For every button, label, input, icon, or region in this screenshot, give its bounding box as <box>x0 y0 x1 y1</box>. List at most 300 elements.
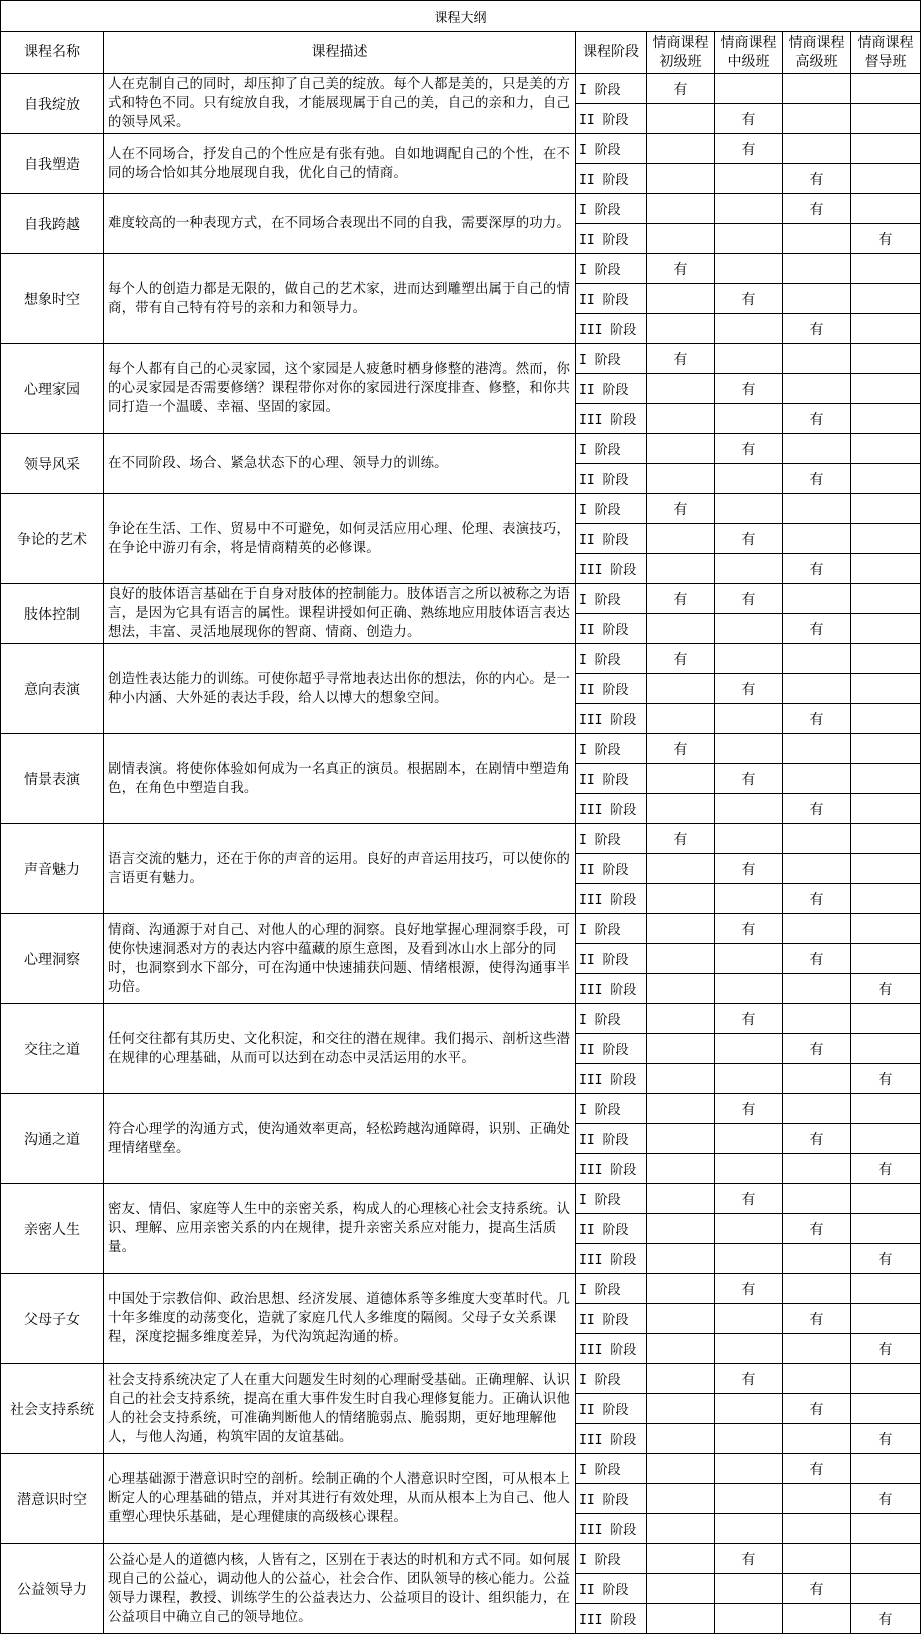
level-mark-cell[interactable] <box>715 1454 783 1484</box>
course-name-cell[interactable]: 公益领导力 <box>1 1544 104 1634</box>
level-mark-cell[interactable]: 有 <box>851 1424 921 1454</box>
level-mark-cell[interactable] <box>783 344 851 374</box>
level-mark-cell[interactable]: 有 <box>783 1574 851 1604</box>
course-desc-cell[interactable]: 争论在生活、工作、贸易中不可避免，如何灵活应用心理、伦理、表演技巧，在争论中游刃有余，将是情商精英的必修课。 <box>104 494 576 584</box>
level-mark-cell[interactable]: 有 <box>647 74 715 104</box>
level-mark-cell[interactable] <box>783 584 851 614</box>
course-phase-cell[interactable]: II 阶段 <box>576 1124 647 1154</box>
course-phase-cell[interactable]: II 阶段 <box>576 374 647 404</box>
level-mark-cell[interactable] <box>851 614 921 644</box>
course-phase-cell[interactable]: III 阶段 <box>576 1334 647 1364</box>
level-mark-cell[interactable] <box>715 1394 783 1424</box>
level-mark-cell[interactable]: 有 <box>851 1604 921 1634</box>
level-mark-cell[interactable]: 有 <box>783 554 851 584</box>
level-mark-cell[interactable] <box>647 1484 715 1514</box>
level-mark-cell[interactable] <box>647 134 715 164</box>
level-mark-cell[interactable] <box>851 1454 921 1484</box>
level-mark-cell[interactable] <box>647 404 715 434</box>
level-mark-cell[interactable] <box>715 1124 783 1154</box>
level-mark-cell[interactable]: 有 <box>783 1034 851 1064</box>
course-phase-cell[interactable]: II 阶段 <box>576 1484 647 1514</box>
level-mark-cell[interactable]: 有 <box>783 464 851 494</box>
level-mark-cell[interactable] <box>851 674 921 704</box>
level-mark-cell[interactable] <box>783 764 851 794</box>
level-mark-cell[interactable]: 有 <box>783 944 851 974</box>
level-mark-cell[interactable] <box>851 494 921 524</box>
course-name-cell[interactable]: 自我跨越 <box>1 194 104 254</box>
course-phase-cell[interactable]: III 阶段 <box>576 1424 647 1454</box>
level-mark-cell[interactable] <box>647 854 715 884</box>
level-mark-cell[interactable] <box>783 1604 851 1634</box>
course-name-cell[interactable]: 亲密人生 <box>1 1184 104 1274</box>
level-mark-cell[interactable] <box>783 284 851 314</box>
level-mark-cell[interactable]: 有 <box>783 194 851 224</box>
level-mark-cell[interactable] <box>783 1094 851 1124</box>
course-phase-cell[interactable]: II 阶段 <box>576 164 647 194</box>
level-mark-cell[interactable]: 有 <box>715 284 783 314</box>
level-mark-cell[interactable] <box>783 524 851 554</box>
course-desc-cell[interactable]: 每个人的创造力都是无限的，做自己的艺术家，进而达到雕塑出属于自己的情商，带有自己特有符号的亲和力和领导力。 <box>104 254 576 344</box>
level-mark-cell[interactable] <box>715 164 783 194</box>
course-desc-cell[interactable]: 良好的肢体语言基础在于自身对肢体的控制能力。肢体语言之所以被称之为语言，是因为它具有语言的属性。课程讲授如何正确、熟练地应用肢体语言表达想法，丰富、灵活地展现你的智商、情商、创造力。 <box>104 584 576 644</box>
level-mark-cell[interactable]: 有 <box>715 1274 783 1304</box>
course-phase-cell[interactable]: II 阶段 <box>576 284 647 314</box>
level-mark-cell[interactable] <box>647 1454 715 1484</box>
level-mark-cell[interactable]: 有 <box>647 584 715 614</box>
level-mark-cell[interactable]: 有 <box>783 1454 851 1484</box>
level-mark-cell[interactable]: 有 <box>851 1154 921 1184</box>
course-phase-cell[interactable]: III 阶段 <box>576 314 647 344</box>
level-mark-cell[interactable] <box>851 254 921 284</box>
course-desc-cell[interactable]: 语言交流的魅力，还在于你的声音的运用。良好的声音运用技巧，可以使你的言语更有魅力。 <box>104 824 576 914</box>
course-desc-cell[interactable]: 在不同阶段、场合、紧急状态下的心理、领导力的训练。 <box>104 434 576 494</box>
level-mark-cell[interactable] <box>647 1064 715 1094</box>
level-mark-cell[interactable] <box>783 1364 851 1394</box>
level-mark-cell[interactable]: 有 <box>647 644 715 674</box>
level-mark-cell[interactable] <box>647 704 715 734</box>
course-name-cell[interactable]: 心理家园 <box>1 344 104 434</box>
course-phase-cell[interactable]: III 阶段 <box>576 404 647 434</box>
level-mark-cell[interactable] <box>851 1004 921 1034</box>
course-phase-cell[interactable]: I 阶段 <box>576 734 647 764</box>
course-phase-cell[interactable]: II 阶段 <box>576 614 647 644</box>
level-mark-cell[interactable] <box>783 494 851 524</box>
level-mark-cell[interactable]: 有 <box>851 224 921 254</box>
level-mark-cell[interactable] <box>851 1544 921 1574</box>
course-phase-cell[interactable]: II 阶段 <box>576 674 647 704</box>
level-mark-cell[interactable] <box>783 1514 851 1544</box>
level-mark-cell[interactable]: 有 <box>851 1244 921 1274</box>
level-mark-cell[interactable] <box>783 1244 851 1274</box>
level-mark-cell[interactable]: 有 <box>715 1004 783 1034</box>
level-mark-cell[interactable] <box>851 764 921 794</box>
level-mark-cell[interactable]: 有 <box>647 494 715 524</box>
level-mark-cell[interactable] <box>851 704 921 734</box>
level-mark-cell[interactable] <box>715 1334 783 1364</box>
level-mark-cell[interactable] <box>783 1184 851 1214</box>
level-mark-cell[interactable] <box>715 314 783 344</box>
course-phase-cell[interactable]: I 阶段 <box>576 1544 647 1574</box>
level-mark-cell[interactable] <box>647 1124 715 1154</box>
level-mark-cell[interactable]: 有 <box>783 1394 851 1424</box>
course-desc-cell[interactable]: 难度较高的一种表现方式，在不同场合表现出不同的自我，需要深厚的功力。 <box>104 194 576 254</box>
level-mark-cell[interactable] <box>783 644 851 674</box>
course-name-cell[interactable]: 想象时空 <box>1 254 104 344</box>
course-desc-cell[interactable]: 心理基础源于潜意识时空的剖析。绘制正确的个人潜意识时空图，可从根本上断定人的心理基础的错点，并对其进行有效处理，从而从根本上为自己、他人重塑心理快乐基础，是心理健康的高级核心课程。 <box>104 1454 576 1544</box>
level-mark-cell[interactable]: 有 <box>715 524 783 554</box>
level-mark-cell[interactable]: 有 <box>647 344 715 374</box>
level-mark-cell[interactable] <box>647 1514 715 1544</box>
course-desc-cell[interactable]: 剧情表演。将使你体验如何成为一名真正的演员。根据剧本，在剧情中塑造角色，在角色中塑造自我。 <box>104 734 576 824</box>
level-mark-cell[interactable] <box>715 1034 783 1064</box>
course-phase-cell[interactable]: I 阶段 <box>576 1454 647 1484</box>
course-phase-cell[interactable]: II 阶段 <box>576 1394 647 1424</box>
level-mark-cell[interactable]: 有 <box>647 824 715 854</box>
level-mark-cell[interactable] <box>783 674 851 704</box>
level-mark-cell[interactable]: 有 <box>783 794 851 824</box>
level-mark-cell[interactable] <box>647 764 715 794</box>
level-mark-cell[interactable]: 有 <box>647 734 715 764</box>
level-mark-cell[interactable]: 有 <box>715 854 783 884</box>
level-mark-cell[interactable] <box>647 104 715 134</box>
course-phase-cell[interactable]: III 阶段 <box>576 794 647 824</box>
level-mark-cell[interactable] <box>851 554 921 584</box>
level-mark-cell[interactable] <box>647 1364 715 1394</box>
level-mark-cell[interactable]: 有 <box>715 434 783 464</box>
course-desc-cell[interactable]: 每个人都有自己的心灵家园，这个家园是人疲惫时栖身修整的港湾。然而，你的心灵家园是否需要修缮？课程带你对你的家园进行深度排查、修整，和你共同打造一个温暖、幸福、坚固的家园。 <box>104 344 576 434</box>
level-mark-cell[interactable] <box>715 74 783 104</box>
level-mark-cell[interactable] <box>715 734 783 764</box>
level-mark-cell[interactable] <box>851 1394 921 1424</box>
level-mark-cell[interactable] <box>715 1604 783 1634</box>
course-phase-cell[interactable]: II 阶段 <box>576 764 647 794</box>
level-mark-cell[interactable] <box>715 644 783 674</box>
course-phase-cell[interactable]: III 阶段 <box>576 884 647 914</box>
level-mark-cell[interactable] <box>647 944 715 974</box>
course-name-cell[interactable]: 意向表演 <box>1 644 104 734</box>
level-mark-cell[interactable] <box>647 1154 715 1184</box>
course-desc-cell[interactable]: 符合心理学的沟通方式，使沟通效率更高，轻松跨越沟通障碍，识别、正确处理情绪壁垒。 <box>104 1094 576 1184</box>
level-mark-cell[interactable] <box>851 164 921 194</box>
course-name-cell[interactable]: 沟通之道 <box>1 1094 104 1184</box>
level-mark-cell[interactable]: 有 <box>715 104 783 134</box>
level-mark-cell[interactable] <box>647 194 715 224</box>
level-mark-cell[interactable] <box>715 344 783 374</box>
level-mark-cell[interactable] <box>783 134 851 164</box>
level-mark-cell[interactable] <box>715 974 783 1004</box>
level-mark-cell[interactable] <box>851 824 921 854</box>
level-mark-cell[interactable] <box>783 254 851 284</box>
level-mark-cell[interactable] <box>851 344 921 374</box>
course-phase-cell[interactable]: I 阶段 <box>576 434 647 464</box>
level-mark-cell[interactable]: 有 <box>647 254 715 284</box>
level-mark-cell[interactable] <box>851 1574 921 1604</box>
course-phase-cell[interactable]: III 阶段 <box>576 554 647 584</box>
level-mark-cell[interactable]: 有 <box>851 1064 921 1094</box>
level-mark-cell[interactable] <box>715 884 783 914</box>
level-mark-cell[interactable] <box>715 494 783 524</box>
course-phase-cell[interactable]: I 阶段 <box>576 1004 647 1034</box>
level-mark-cell[interactable] <box>783 734 851 764</box>
level-mark-cell[interactable] <box>647 1034 715 1064</box>
header-level-supervisor[interactable] <box>851 32 921 74</box>
level-mark-cell[interactable] <box>851 1304 921 1334</box>
level-mark-cell[interactable] <box>647 224 715 254</box>
level-mark-cell[interactable] <box>851 1364 921 1394</box>
level-mark-cell[interactable] <box>715 1214 783 1244</box>
level-mark-cell[interactable] <box>715 1154 783 1184</box>
level-mark-cell[interactable] <box>715 824 783 854</box>
level-mark-cell[interactable] <box>647 1334 715 1364</box>
course-name-cell[interactable]: 潜意识时空 <box>1 1454 104 1544</box>
course-phase-cell[interactable]: II 阶段 <box>576 1574 647 1604</box>
header-course-desc[interactable]: 课程描述 <box>104 32 576 74</box>
level-mark-cell[interactable] <box>647 284 715 314</box>
level-mark-cell[interactable] <box>715 1064 783 1094</box>
course-name-cell[interactable]: 声音魅力 <box>1 824 104 914</box>
level-mark-cell[interactable]: 有 <box>715 914 783 944</box>
course-desc-cell[interactable]: 人在克制自己的同时，却压抑了自己美的绽放。每个人都是美的，只是美的方式和特色不同。只有绽放自我，才能展现属于自己的美，自己的亲和力，自己的领导风采。 <box>104 74 576 134</box>
level-mark-cell[interactable] <box>851 1034 921 1064</box>
course-name-cell[interactable]: 自我塑造 <box>1 134 104 194</box>
level-mark-cell[interactable] <box>851 1124 921 1154</box>
course-phase-cell[interactable]: II 阶段 <box>576 1304 647 1334</box>
header-course-name[interactable]: 课程名称 <box>1 32 104 74</box>
level-mark-cell[interactable] <box>783 374 851 404</box>
level-mark-cell[interactable]: 有 <box>783 1124 851 1154</box>
level-mark-cell[interactable] <box>715 944 783 974</box>
level-mark-cell[interactable] <box>647 794 715 824</box>
level-mark-cell[interactable] <box>783 854 851 884</box>
level-mark-cell[interactable] <box>647 1604 715 1634</box>
level-mark-cell[interactable] <box>715 194 783 224</box>
level-mark-cell[interactable] <box>715 1304 783 1334</box>
level-mark-cell[interactable] <box>783 74 851 104</box>
level-mark-cell[interactable] <box>851 314 921 344</box>
course-phase-cell[interactable]: I 阶段 <box>576 1364 647 1394</box>
header-level-advanced[interactable] <box>783 32 851 74</box>
level-mark-cell[interactable]: 有 <box>783 1214 851 1244</box>
level-mark-cell[interactable] <box>783 1334 851 1364</box>
level-mark-cell[interactable] <box>647 1004 715 1034</box>
level-mark-cell[interactable] <box>783 224 851 254</box>
course-phase-cell[interactable]: II 阶段 <box>576 224 647 254</box>
course-desc-cell[interactable]: 人在不同场合，抒发自己的个性应是有张有弛。自如地调配自己的个性，在不同的场合恰如其分地展现自我，优化自己的情商。 <box>104 134 576 194</box>
level-mark-cell[interactable] <box>715 1424 783 1454</box>
course-phase-cell[interactable]: II 阶段 <box>576 104 647 134</box>
course-desc-cell[interactable]: 任何交往都有其历史、文化积淀，和交往的潜在规律。我们揭示、剖析这些潜在规律的心理基础，从而可以达到在动态中灵活运用的水平。 <box>104 1004 576 1094</box>
level-mark-cell[interactable]: 有 <box>851 1334 921 1364</box>
course-phase-cell[interactable]: II 阶段 <box>576 854 647 884</box>
level-mark-cell[interactable] <box>783 104 851 134</box>
level-mark-cell[interactable]: 有 <box>783 404 851 434</box>
level-mark-cell[interactable] <box>783 1274 851 1304</box>
course-name-cell[interactable]: 情景表演 <box>1 734 104 824</box>
course-phase-cell[interactable]: I 阶段 <box>576 194 647 224</box>
level-mark-cell[interactable] <box>851 644 921 674</box>
course-phase-cell[interactable]: I 阶段 <box>576 74 647 104</box>
level-mark-cell[interactable] <box>647 1214 715 1244</box>
level-mark-cell[interactable]: 有 <box>715 1094 783 1124</box>
level-mark-cell[interactable] <box>647 1094 715 1124</box>
level-mark-cell[interactable] <box>715 704 783 734</box>
level-mark-cell[interactable] <box>715 404 783 434</box>
level-mark-cell[interactable] <box>851 104 921 134</box>
level-mark-cell[interactable] <box>783 1484 851 1514</box>
level-mark-cell[interactable] <box>783 914 851 944</box>
level-mark-cell[interactable]: 有 <box>715 1184 783 1214</box>
level-mark-cell[interactable] <box>851 794 921 824</box>
header-course-phase[interactable]: 课程阶段 <box>576 32 647 74</box>
level-mark-cell[interactable] <box>851 1274 921 1304</box>
course-phase-cell[interactable]: I 阶段 <box>576 134 647 164</box>
level-mark-cell[interactable] <box>647 974 715 1004</box>
course-desc-cell[interactable]: 中国处于宗教信仰、政治思想、经济发展、道德体系等多维度大变革时代。几十年多维度的动荡变化，造就了家庭几代人多维度的隔阂。父母子女关系课程，深度挖掘多维度差异，为代沟筑起沟通的桥。 <box>104 1274 576 1364</box>
course-desc-cell[interactable]: 社会支持系统决定了人在重大问题发生时刻的心理耐受基础。正确理解、认识自己的社会支持系统，提高在重大事件发生时自我心理修复能力。正确认识他人的社会支持系统，可准确判断他人的情绪脆弱点、脆弱期，更好地理解他人，与他人沟通，构筑牢固的友谊基础。 <box>104 1364 576 1454</box>
level-mark-cell[interactable] <box>851 434 921 464</box>
course-desc-cell[interactable]: 情商、沟通源于对自己、对他人的心理的洞察。良好地掌握心理洞察手段，可使你快速洞悉对方的表达内容中蕴藏的原生意图，及看到冰山水上部分的同时，也洞察到水下部分，可在沟通中快速捕获问题、情绪根源，使得沟通事半功倍。 <box>104 914 576 1004</box>
level-mark-cell[interactable] <box>715 1574 783 1604</box>
level-mark-cell[interactable] <box>851 464 921 494</box>
level-mark-cell[interactable] <box>647 674 715 704</box>
level-mark-cell[interactable] <box>851 194 921 224</box>
level-mark-cell[interactable] <box>715 464 783 494</box>
level-mark-cell[interactable] <box>647 914 715 944</box>
course-name-cell[interactable]: 肢体控制 <box>1 584 104 644</box>
header-level-intermediate[interactable] <box>715 32 783 74</box>
level-mark-cell[interactable] <box>783 1004 851 1034</box>
level-mark-cell[interactable]: 有 <box>783 614 851 644</box>
level-mark-cell[interactable] <box>647 314 715 344</box>
level-mark-cell[interactable]: 有 <box>715 764 783 794</box>
level-mark-cell[interactable] <box>851 1094 921 1124</box>
level-mark-cell[interactable]: 有 <box>851 974 921 1004</box>
level-mark-cell[interactable] <box>647 1244 715 1274</box>
level-mark-cell[interactable] <box>851 74 921 104</box>
course-phase-cell[interactable]: III 阶段 <box>576 974 647 1004</box>
level-mark-cell[interactable] <box>647 1394 715 1424</box>
level-mark-cell[interactable] <box>783 1154 851 1184</box>
course-name-cell[interactable]: 交往之道 <box>1 1004 104 1094</box>
course-desc-cell[interactable]: 公益心是人的道德内核，人皆有之，区别在于表达的时机和方式不同。如何展现自己的公益心，调动他人的公益心，社会合作、团队领导的核心能力。公益领导力课程，教授、训练学生的公益表达力、公益项目的设计、组织能力，在公益项目中确立自己的领导地位。 <box>104 1544 576 1634</box>
course-phase-cell[interactable]: II 阶段 <box>576 1034 647 1064</box>
course-name-cell[interactable]: 争论的艺术 <box>1 494 104 584</box>
course-name-cell[interactable]: 自我绽放 <box>1 74 104 134</box>
course-phase-cell[interactable]: III 阶段 <box>576 1604 647 1634</box>
course-phase-cell[interactable]: I 阶段 <box>576 1274 647 1304</box>
level-mark-cell[interactable]: 有 <box>715 1544 783 1574</box>
level-mark-cell[interactable] <box>783 824 851 854</box>
course-phase-cell[interactable]: II 阶段 <box>576 464 647 494</box>
level-mark-cell[interactable]: 有 <box>783 704 851 734</box>
level-mark-cell[interactable] <box>851 374 921 404</box>
level-mark-cell[interactable] <box>783 1064 851 1094</box>
level-mark-cell[interactable] <box>647 524 715 554</box>
course-name-cell[interactable]: 心理洞察 <box>1 914 104 1004</box>
level-mark-cell[interactable] <box>851 854 921 884</box>
level-mark-cell[interactable] <box>647 1574 715 1604</box>
course-phase-cell[interactable]: I 阶段 <box>576 824 647 854</box>
course-phase-cell[interactable]: I 阶段 <box>576 644 647 674</box>
level-mark-cell[interactable] <box>647 374 715 404</box>
level-mark-cell[interactable] <box>715 614 783 644</box>
level-mark-cell[interactable] <box>715 794 783 824</box>
course-desc-cell[interactable]: 密友、情侣、家庭等人生中的亲密关系，构成人的心理核心社会支持系统。认识、理解、应用亲密关系的内在规律，提升亲密关系应对能力，提高生活质量。 <box>104 1184 576 1274</box>
course-name-cell[interactable]: 父母子女 <box>1 1274 104 1364</box>
level-mark-cell[interactable] <box>851 1184 921 1214</box>
level-mark-cell[interactable] <box>715 1244 783 1274</box>
level-mark-cell[interactable] <box>851 1214 921 1244</box>
course-phase-cell[interactable]: I 阶段 <box>576 344 647 374</box>
level-mark-cell[interactable]: 有 <box>783 164 851 194</box>
course-phase-cell[interactable]: III 阶段 <box>576 1064 647 1094</box>
level-mark-cell[interactable] <box>647 1274 715 1304</box>
level-mark-cell[interactable] <box>851 944 921 974</box>
level-mark-cell[interactable] <box>647 884 715 914</box>
course-phase-cell[interactable]: II 阶段 <box>576 524 647 554</box>
course-phase-cell[interactable]: I 阶段 <box>576 1184 647 1214</box>
course-phase-cell[interactable]: III 阶段 <box>576 704 647 734</box>
level-mark-cell[interactable] <box>647 1184 715 1214</box>
level-mark-cell[interactable]: 有 <box>783 884 851 914</box>
level-mark-cell[interactable] <box>851 884 921 914</box>
level-mark-cell[interactable] <box>715 1514 783 1544</box>
level-mark-cell[interactable] <box>851 524 921 554</box>
level-mark-cell[interactable] <box>851 914 921 944</box>
header-level-beginner[interactable] <box>647 32 715 74</box>
level-mark-cell[interactable] <box>851 134 921 164</box>
course-phase-cell[interactable]: III 阶段 <box>576 1154 647 1184</box>
level-mark-cell[interactable] <box>647 164 715 194</box>
level-mark-cell[interactable] <box>715 1484 783 1514</box>
course-phase-cell[interactable]: III 阶段 <box>576 1244 647 1274</box>
course-name-cell[interactable]: 领导风采 <box>1 434 104 494</box>
course-phase-cell[interactable]: I 阶段 <box>576 1094 647 1124</box>
course-phase-cell[interactable]: III 阶段 <box>576 1514 647 1544</box>
level-mark-cell[interactable] <box>715 254 783 284</box>
level-mark-cell[interactable] <box>647 1544 715 1574</box>
level-mark-cell[interactable] <box>851 734 921 764</box>
level-mark-cell[interactable] <box>783 974 851 1004</box>
course-phase-cell[interactable]: I 阶段 <box>576 584 647 614</box>
level-mark-cell[interactable]: 有 <box>715 374 783 404</box>
level-mark-cell[interactable] <box>647 464 715 494</box>
level-mark-cell[interactable] <box>647 614 715 644</box>
level-mark-cell[interactable] <box>715 554 783 584</box>
level-mark-cell[interactable]: 有 <box>715 584 783 614</box>
level-mark-cell[interactable] <box>647 434 715 464</box>
level-mark-cell[interactable] <box>783 434 851 464</box>
level-mark-cell[interactable] <box>647 554 715 584</box>
level-mark-cell[interactable]: 有 <box>783 1304 851 1334</box>
course-phase-cell[interactable]: II 阶段 <box>576 1214 647 1244</box>
course-phase-cell[interactable]: I 阶段 <box>576 914 647 944</box>
table-title[interactable]: 课程大纲 <box>1 1 921 32</box>
level-mark-cell[interactable]: 有 <box>715 674 783 704</box>
course-desc-cell[interactable]: 创造性表达能力的训练。可使你超乎寻常地表达出你的想法，你的内心。是一种小内涵、大外延的表达手段，给人以博大的想象空间。 <box>104 644 576 734</box>
level-mark-cell[interactable] <box>715 224 783 254</box>
level-mark-cell[interactable] <box>647 1304 715 1334</box>
course-phase-cell[interactable]: I 阶段 <box>576 254 647 284</box>
level-mark-cell[interactable] <box>783 1544 851 1574</box>
level-mark-cell[interactable]: 有 <box>851 1484 921 1514</box>
level-mark-cell[interactable] <box>851 1514 921 1544</box>
course-phase-cell[interactable]: I 阶段 <box>576 494 647 524</box>
level-mark-cell[interactable]: 有 <box>715 1364 783 1394</box>
level-mark-cell[interactable] <box>851 284 921 314</box>
level-mark-cell[interactable] <box>851 584 921 614</box>
course-name-cell[interactable]: 社会支持系统 <box>1 1364 104 1454</box>
